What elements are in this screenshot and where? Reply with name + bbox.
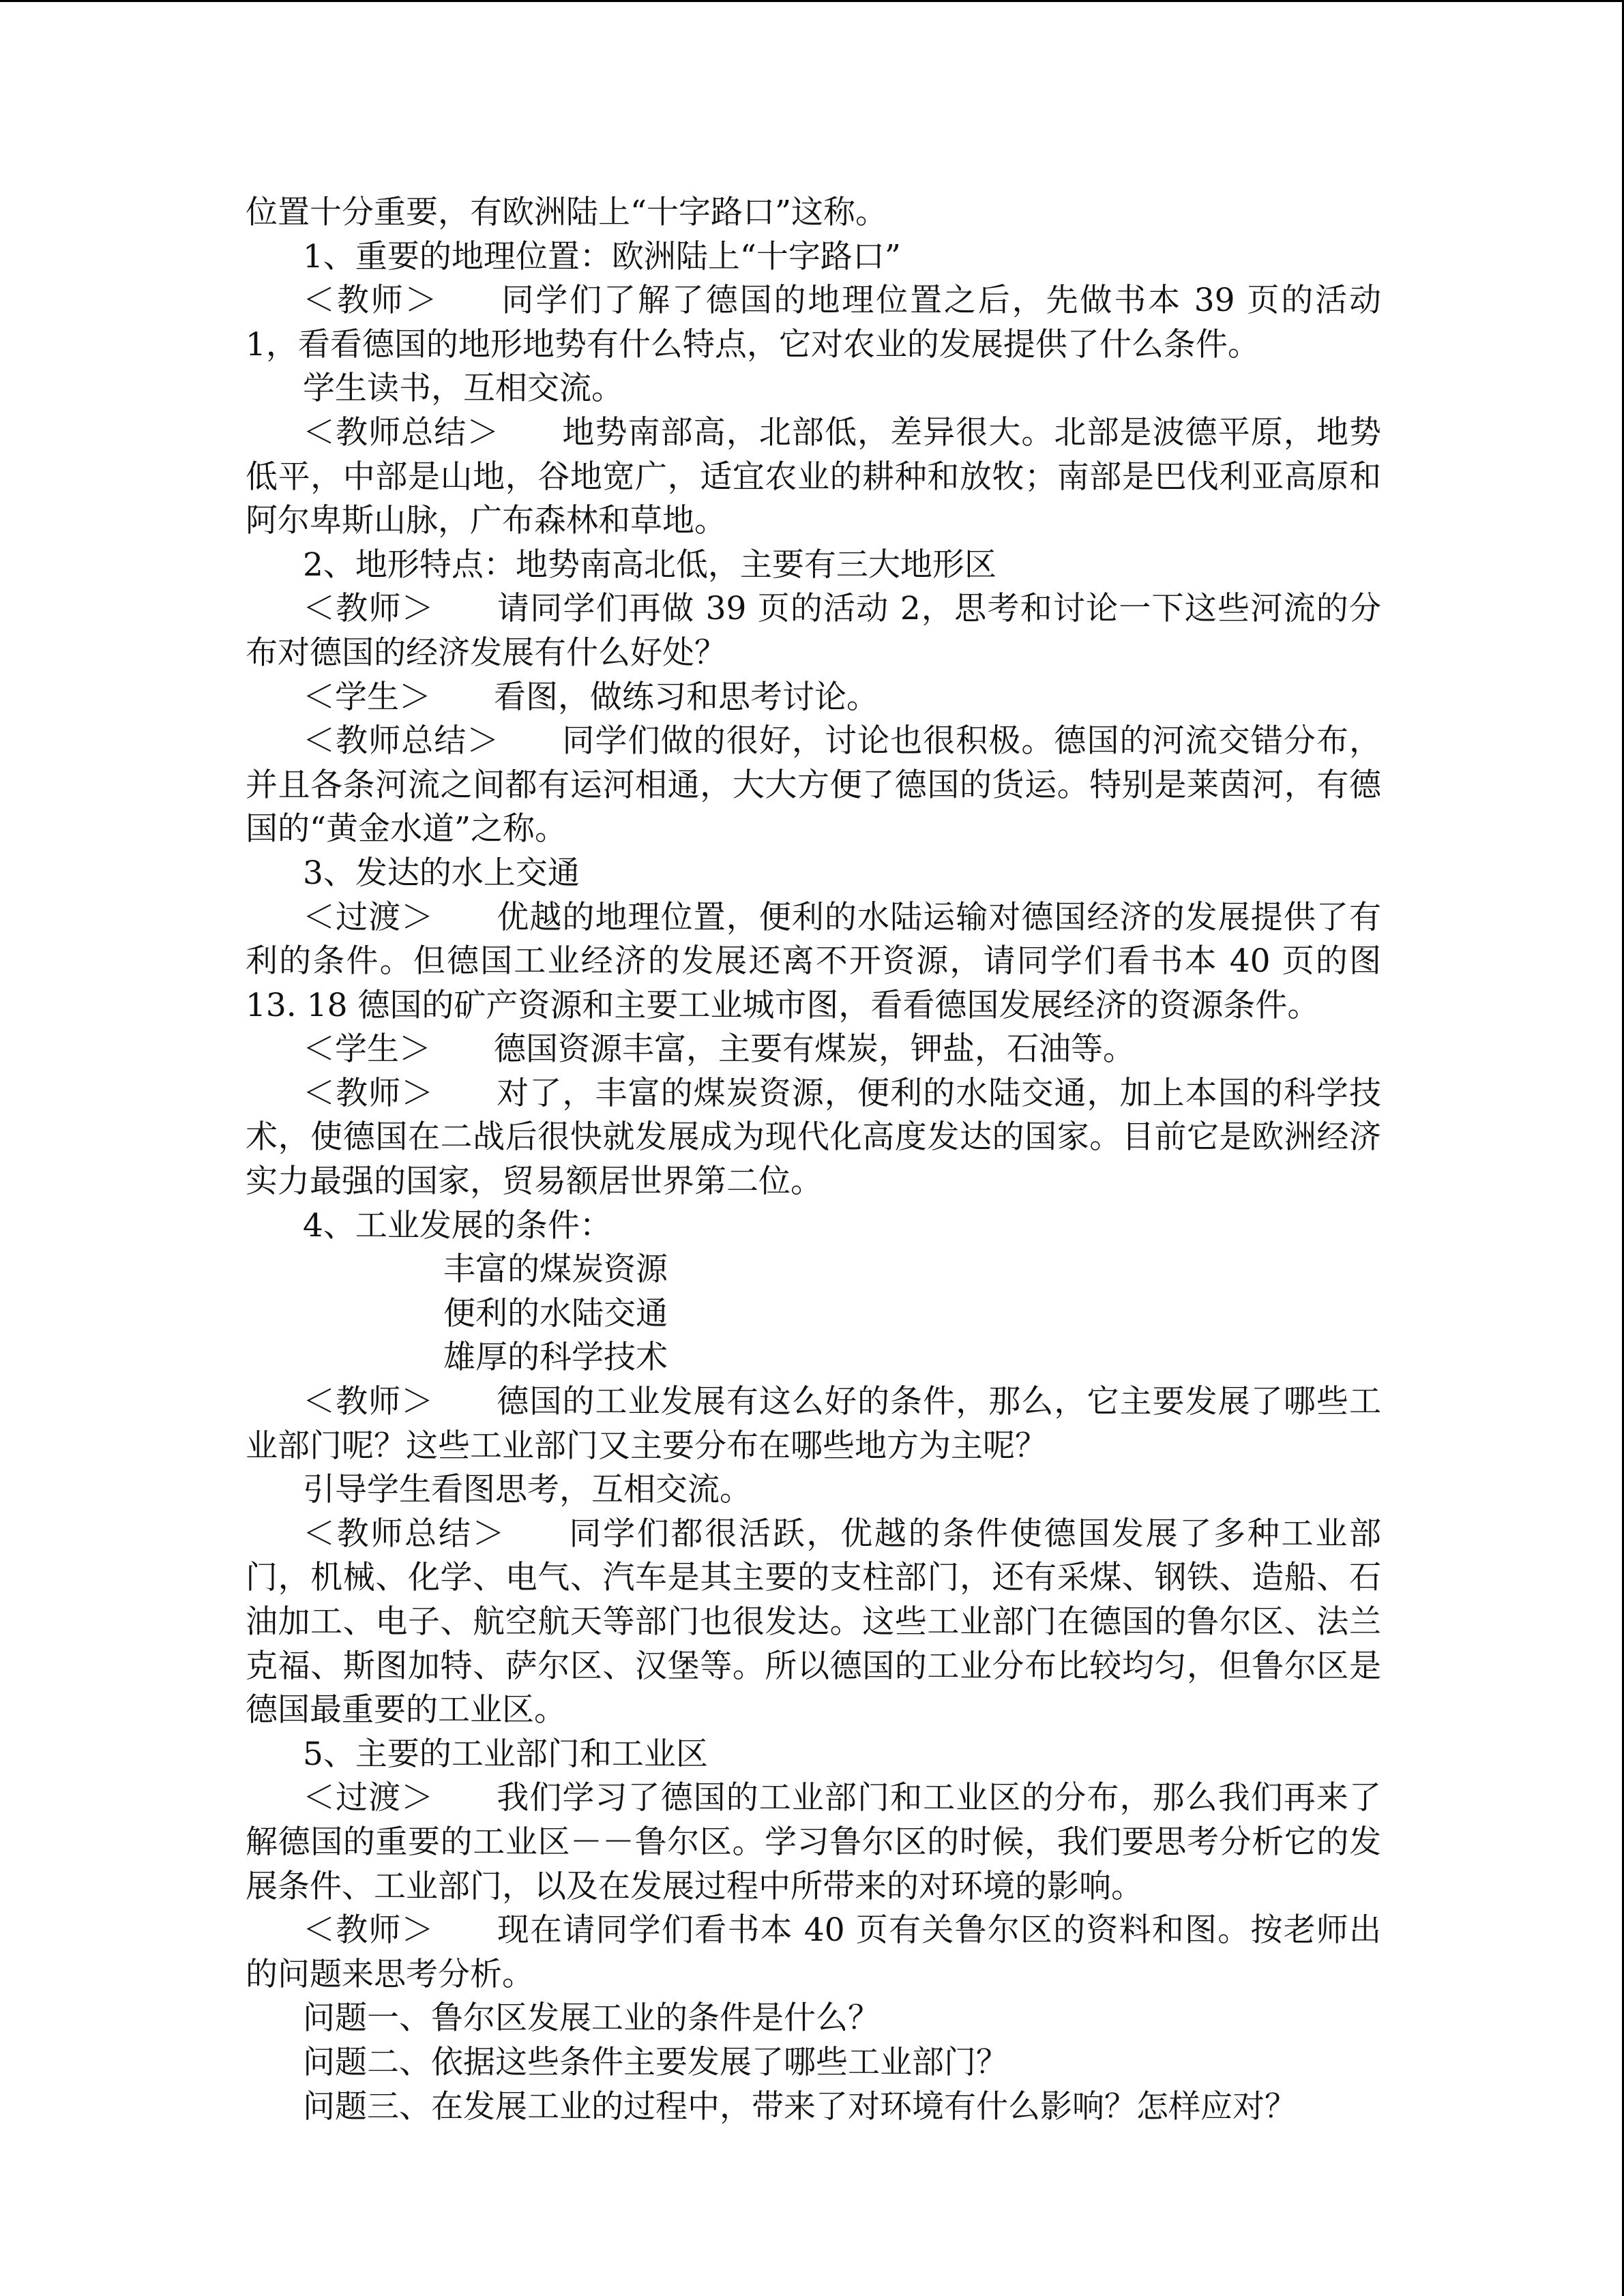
- paragraph-text: 便利的水陆交通: [443, 1294, 668, 1332]
- text-paragraph: [246, 1468, 1381, 1512]
- speaker-tag: ＜教师＞: [303, 590, 434, 628]
- speaker-tag: ＜教师总结＞: [303, 1515, 505, 1553]
- speaker-tag: ＜教师＞: [303, 282, 437, 320]
- paragraph-text: 丰富的煤炭资源: [443, 1251, 668, 1289]
- speaker-tag: ＜教师＞: [303, 1911, 434, 1950]
- paragraph-text: 3、发达的水上交通: [303, 854, 580, 892]
- text-paragraph: [246, 543, 1381, 588]
- paragraph-text: 请同学们再做 39 页的活动 2，思考和讨论一下这些河流的分布对德国的经济发展有什么好处？: [246, 590, 1382, 672]
- dialogue-paragraph: [246, 1512, 1381, 1733]
- paragraph-text: 引导学生看图思考，互相交流。: [303, 1471, 752, 1509]
- paragraph-text: 问题三、在发展工业的过程中，带来了对环境有什么影响？怎样应对？: [303, 2087, 1297, 2126]
- dialogue-paragraph: [246, 896, 1381, 1028]
- page-top-border: [0, 0, 1624, 2]
- dialogue-paragraph: [246, 1072, 1381, 1204]
- speaker-tag: ＜教师总结＞: [303, 413, 499, 451]
- speaker-tag: ＜过渡＞: [303, 1779, 434, 1817]
- condition-list-item: [246, 1248, 1381, 1292]
- paragraph-text: 1、重要的地理位置：欧洲陆上“十字路口”: [303, 237, 901, 275]
- paragraph-text: 学生读书，互相交流。: [303, 370, 623, 408]
- paragraph-text: 德国资源丰富，主要有煤炭，钾盐，石油等。: [494, 1030, 1135, 1069]
- dialogue-paragraph: [246, 411, 1381, 543]
- paragraph-text: 问题二、依据这些条件主要发展了哪些工业部门？: [303, 2043, 1008, 2081]
- text-paragraph: [246, 1204, 1381, 1249]
- dialogue-paragraph: [246, 719, 1381, 852]
- speaker-tag: ＜过渡＞: [303, 898, 434, 936]
- text-paragraph: [246, 2041, 1381, 2085]
- paragraph-text: 问题一、鲁尔区发展工业的条件是什么？: [303, 1999, 880, 2038]
- text-paragraph: [246, 191, 1381, 235]
- condition-list-item: [246, 1336, 1381, 1380]
- speaker-tag: ＜学生＞: [303, 1030, 431, 1069]
- speaker-tag: ＜教师＞: [303, 1074, 434, 1112]
- paragraph-text: 我们学习了德国的工业部门和工业区的分布，那么我们再来了解德国的重要的工业区－－鲁尔区。学习鲁尔区的时候，我们要思考分析它的发展条件、工业部门，以及在发展过程中所带来的对环境的影响。: [246, 1779, 1382, 1905]
- dialogue-paragraph: [246, 676, 1381, 720]
- text-paragraph: [246, 1733, 1381, 1777]
- paragraph-text: 4、工业发展的条件：: [303, 1206, 612, 1244]
- paragraph-text: 5、主要的工业部门和工业区: [303, 1735, 708, 1773]
- dialogue-paragraph: [246, 1776, 1381, 1909]
- paragraph-text: 地势南部高，北部低，差异很大。北部是波德平原，地势低平，中部是山地，谷地宽广，适宜农业的耕种和放牧；南部是巴伐利亚高原和阿尔卑斯山脉，广布森林和草地。: [246, 413, 1382, 540]
- speaker-tag: ＜教师＞: [303, 1383, 434, 1421]
- dialogue-paragraph: [246, 587, 1381, 675]
- paragraph-text: 现在请同学们看书本 40 页有关鲁尔区的资料和图。按老师出的问题来思考分析。: [246, 1911, 1382, 1993]
- condition-list-item: [246, 1292, 1381, 1337]
- dialogue-paragraph: [246, 1028, 1381, 1072]
- text-paragraph: [246, 2085, 1381, 2130]
- paragraph-text: 对了，丰富的煤炭资源，便利的水陆交通，加上本国的科学技术，使德国在二战后很快就发展成为现代化高度发达的国家。目前它是欧洲经济实力最强的国家，贸易额居世界第二位。: [246, 1074, 1382, 1201]
- paragraph-text: 雄厚的科学技术: [443, 1339, 668, 1377]
- paragraph-text: 同学们了解了德国的地理位置之后，先做书本 39 页的活动 1，看看德国的地形地势有什么特点，它对农业的发展提供了什么条件。: [246, 282, 1382, 363]
- text-paragraph: [246, 235, 1381, 280]
- dialogue-paragraph: [246, 1380, 1381, 1468]
- dialogue-paragraph: [246, 279, 1381, 367]
- text-paragraph: [246, 367, 1381, 411]
- paragraph-text: 同学们都很活跃，优越的条件使德国发展了多种工业部门，机械、化学、电气、汽车是其主要的支柱部门，还有采煤、钢铁、造船、石油加工、电子、航空航天等部门也很发达。这些工业部门在德国的鲁尔区、法兰克福、斯图加特、萨尔区、汉堡等。所以德国的工业分布比较均匀，但鲁尔区是德国最重要的工业区。: [246, 1515, 1382, 1729]
- paragraph-text: 优越的地理位置，便利的水陆运输对德国经济的发展提供了有利的条件。但德国工业经济的发展还离不开资源，请同学们看书本 40 页的图 13. 18 德国的矿产资源和主要工业城市图，看看德国发展经济的资源条件。: [246, 898, 1382, 1024]
- paragraph-text: 位置十分重要，有欧洲陆上“十字路口”这称。: [246, 194, 888, 231]
- text-paragraph: [246, 1997, 1381, 2041]
- paragraph-text: 2、地形特点：地势南高北低，主要有三大地形区: [303, 546, 996, 584]
- paragraph-text: 同学们做的很好，讨论也很积极。德国的河流交错分布，并且各条河流之间都有运河相通，大大方便了德国的货运。特别是莱茵河，有德国的“黄金水道”之称。: [246, 722, 1382, 848]
- speaker-tag: ＜学生＞: [303, 678, 431, 716]
- lesson-plan-body-text: [246, 191, 1381, 2129]
- speaker-tag: ＜教师总结＞: [303, 722, 499, 760]
- paragraph-text: 看图，做练习和思考讨论。: [494, 678, 879, 716]
- text-paragraph: [246, 852, 1381, 896]
- dialogue-paragraph: [246, 1909, 1381, 1997]
- paragraph-text: 德国的工业发展有这么好的条件，那么，它主要发展了哪些工业部门呢？这些工业部门又主要分布在哪些地方为主呢？: [246, 1383, 1382, 1465]
